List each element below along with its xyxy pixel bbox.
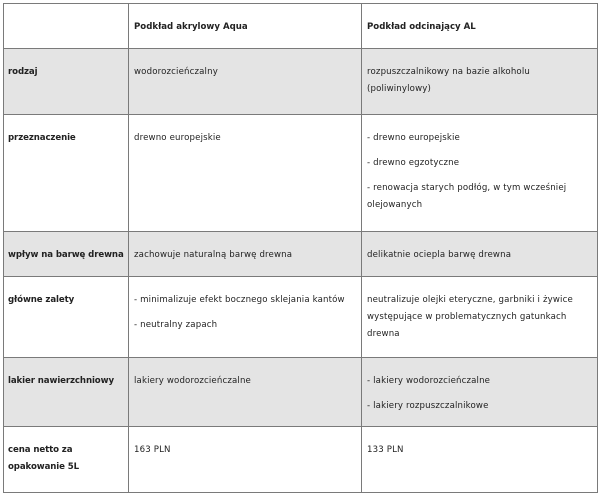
row-label: główne zalety bbox=[8, 295, 75, 305]
aqua-list-item: - neutralny zapach bbox=[134, 320, 218, 330]
header-empty-cell bbox=[4, 4, 129, 49]
header-aqua-label: Podkład akrylowy Aqua bbox=[134, 22, 248, 32]
header-aqua bbox=[129, 4, 362, 49]
row-label: przeznaczenie bbox=[8, 133, 76, 143]
al-price: 133 PLN bbox=[367, 445, 404, 455]
header-row bbox=[4, 4, 598, 49]
al-value: delikatnie ociepla barwę drewna bbox=[367, 250, 512, 260]
aqua-value: zachowuje naturalną barwę drewna bbox=[134, 250, 293, 260]
header-al bbox=[362, 4, 598, 49]
al-list-item: - lakiery wodorozcieńczalne bbox=[367, 376, 491, 386]
row-cena bbox=[4, 427, 598, 493]
comparison-table bbox=[3, 3, 598, 493]
aqua-value: wodorozcieńczalny bbox=[134, 67, 218, 77]
al-value: rozpuszczalnikowy na bazie alkoholu (poliwinylowy) bbox=[367, 67, 530, 94]
row-label: rodzaj bbox=[8, 67, 38, 77]
al-list-item: - renowacja starych podłóg, w tym wcześniej olejowanych bbox=[367, 183, 567, 210]
aqua-value: lakiery wodorozcieńczalne bbox=[134, 376, 251, 386]
row-label: wpływ na barwę drewna bbox=[8, 250, 124, 260]
aqua-value: drewno europejskie bbox=[134, 133, 221, 143]
row-lakier bbox=[4, 358, 598, 427]
aqua-list-item: - minimalizuje efekt bocznego sklejania kantów bbox=[134, 295, 345, 305]
row-rodzaj bbox=[4, 49, 598, 115]
row-wplyw bbox=[4, 232, 598, 277]
header-al-label: Podkład odcinający AL bbox=[367, 22, 476, 32]
row-label: cena netto za opakowanie 5L bbox=[8, 445, 80, 472]
al-list-item: - lakiery rozpuszczalnikowe bbox=[367, 401, 489, 411]
al-list-item: - drewno egzotyczne bbox=[367, 158, 460, 168]
row-label: lakier nawierzchniowy bbox=[8, 376, 114, 386]
row-przeznaczenie bbox=[4, 115, 598, 232]
aqua-price: 163 PLN bbox=[134, 445, 171, 455]
row-zalety bbox=[4, 277, 598, 358]
al-value: neutralizuje olejki eteryczne, garbniki i żywice występujące w problematycznych gatunkach drewna bbox=[367, 295, 573, 339]
al-list-item: - drewno europejskie bbox=[367, 133, 460, 143]
